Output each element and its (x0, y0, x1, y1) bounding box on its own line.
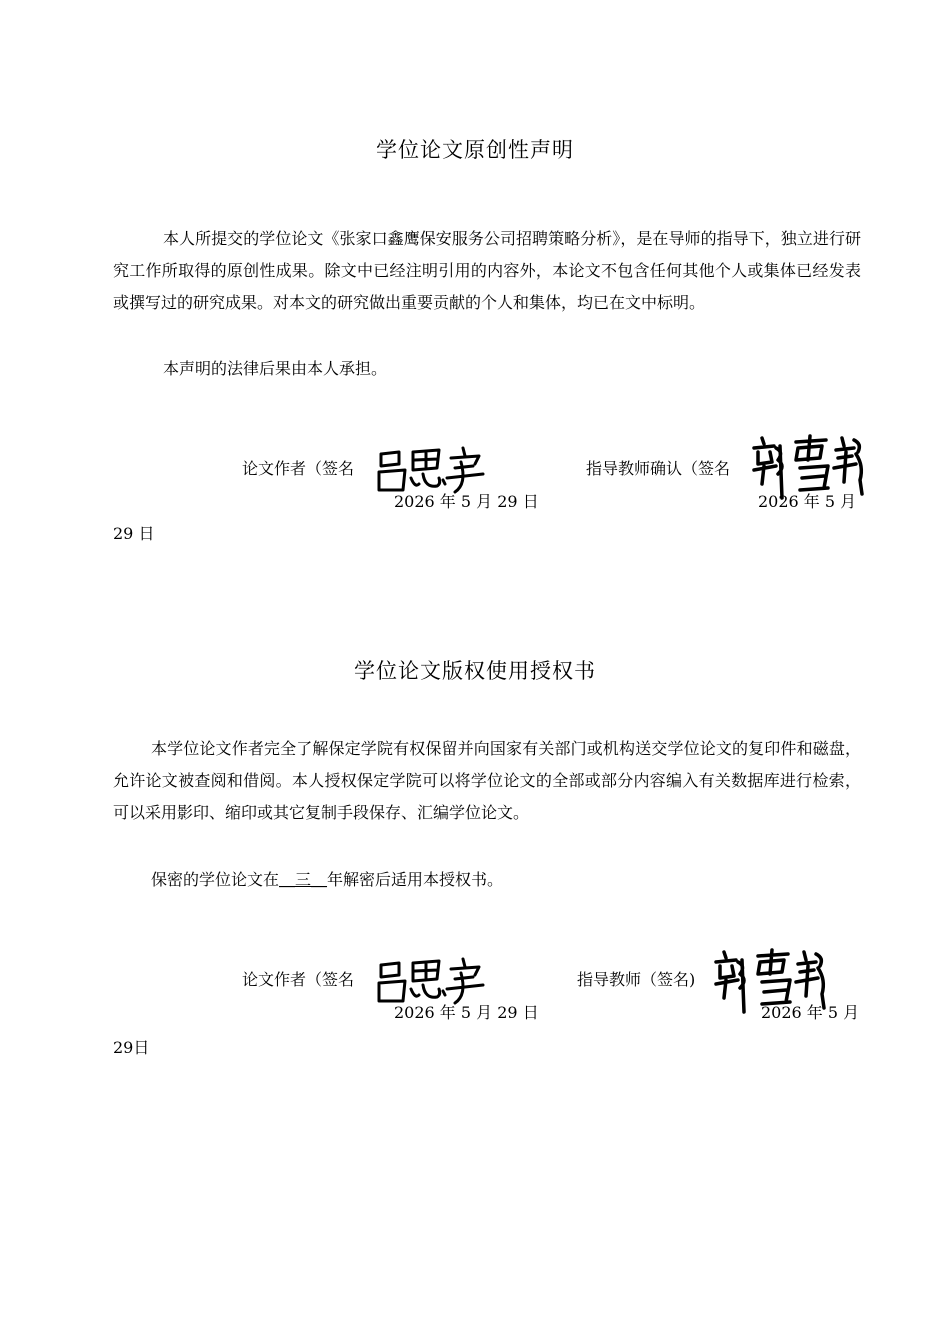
author-signature-image (375, 444, 485, 496)
copyright-title: 学位论文版权使用授权书 (354, 659, 596, 683)
originality-liability-paragraph: 本声明的法律后果由本人承担。 (163, 359, 388, 378)
advisor-signature-date: 2026 年 5 月 (758, 492, 857, 511)
copyright-advisor-signature-label: 指导教师（签名) (577, 970, 696, 989)
secrecy-suffix: 年解密后适用本授权书。 (327, 870, 504, 889)
secrecy-years: ＿三＿ (279, 870, 328, 889)
originality-paragraph: 本人所提交的学位论文《张家口鑫鹰保安服务公司招聘策略分析》，是在导师的指导下，独立进行研究工作所取得的原创性成果。除文中已经注明引用的内容外，本论文不包含任何其他个人或集体已经发表或撰写过的研究成果。对本文的研究做出重要贡献的个人和集体，均已在文中标明。 (113, 229, 861, 312)
advisor-signature-date-continued: 29 日 (113, 524, 155, 543)
author-signature-date: 2026 年 5 月 29 日 (394, 492, 539, 511)
advisor-signature-label: 指导教师确认（签名 (586, 459, 731, 478)
secrecy-prefix: 保密的学位论文在 (151, 870, 280, 889)
copyright-author-signature-date: 2026 年 5 月 29 日 (394, 1003, 539, 1022)
copyright-advisor-signature-date: 2026 年 5 月 (761, 1003, 860, 1022)
author-signature-label: 论文作者（签名 (242, 459, 355, 478)
copyright-author-signature-label: 论文作者（签名 (242, 970, 355, 989)
copyright-author-signature-image (375, 955, 485, 1007)
copyright-advisor-signature-date-continued: 29日 (113, 1038, 150, 1057)
originality-title: 学位论文原创性声明 (376, 138, 574, 162)
copyright-paragraph: 本学位论文作者完全了解保定学院有权保留并向国家有关部门或机构送交学位论文的复印件和磁盘，允许论文被查阅和借阅。本人授权保定学院可以将学位论文的全部或部分内容编入有关数据库进行检索，可以采用影印、缩印或其它复制手段保存、汇编学位论文。 (113, 739, 861, 822)
secrecy-statement (151, 870, 503, 890)
